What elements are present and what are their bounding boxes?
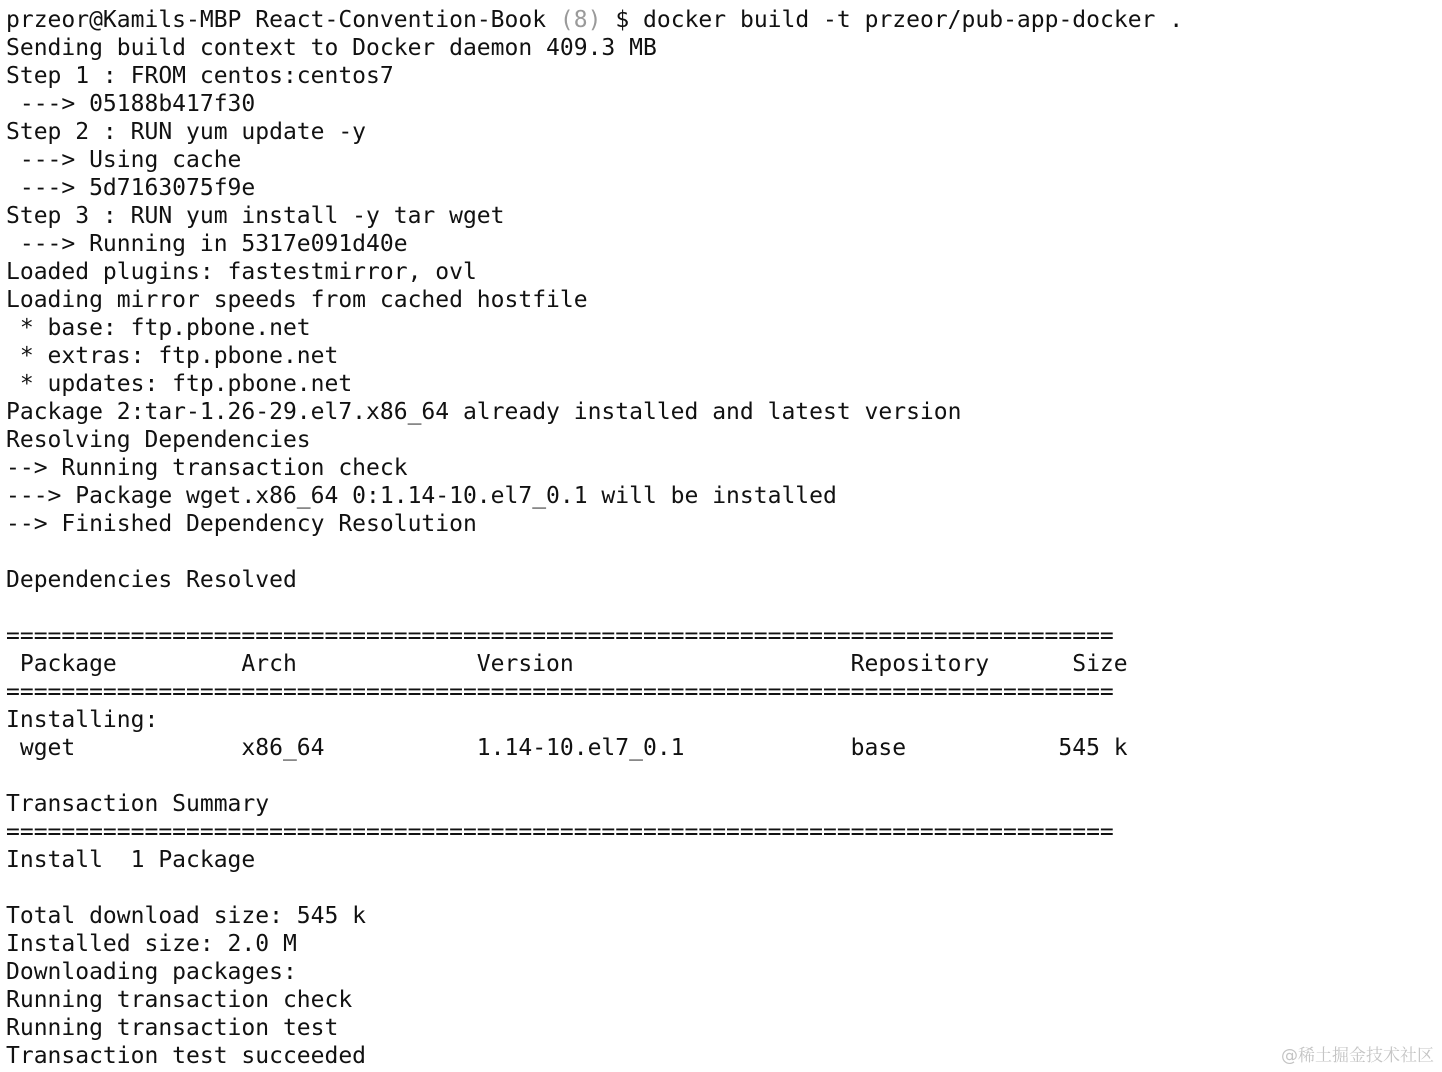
output-line: Running transaction test	[6, 1015, 339, 1041]
output-line: ---> Package wget.x86_64 0:1.14-10.el7_0.1 will be installed	[6, 483, 837, 509]
output-line: Install 1 Package	[6, 847, 256, 873]
prompt-directory: React-Convention-Book	[255, 7, 547, 33]
output-line: Total download size: 545 k	[6, 903, 367, 929]
output-line: ---> Running in 5317e091d40e	[6, 231, 408, 257]
output-line	[6, 762, 1436, 790]
output-line: Loading mirror speeds from cached hostfile	[6, 287, 588, 313]
watermark: @稀土掘金技术社区	[1281, 1046, 1434, 1066]
output-line	[6, 538, 1436, 566]
output-line: Step 3 : RUN yum install -y tar wget	[6, 203, 505, 229]
output-line: * updates: ftp.pbone.net	[6, 371, 353, 397]
output-line: --> Running transaction check	[6, 455, 408, 481]
output-line: Transaction test succeeded	[6, 1043, 367, 1069]
output-line: --> Finished Dependency Resolution	[6, 511, 477, 537]
output-line: ---> 5d7163075f9e	[6, 175, 256, 201]
output-line: Resolving Dependencies	[6, 427, 311, 453]
prompt-symbol: $	[615, 7, 630, 33]
prompt-count: (8)	[559, 7, 602, 33]
output-line: Installing:	[6, 707, 159, 733]
output-line: Package 2:tar-1.26-29.el7.x86_64 already installed and latest version	[6, 399, 962, 425]
output-line: Package Arch Version Repository Size	[6, 651, 1128, 677]
output-line: ---> Using cache	[6, 147, 242, 173]
output-line: Installed size: 2.0 M	[6, 931, 297, 957]
output-line: Step 1 : FROM centos:centos7	[6, 63, 394, 89]
output-line: Loaded plugins: fastestmirror, ovl	[6, 259, 477, 285]
output-line: Downloading packages:	[6, 959, 297, 985]
terminal-output[interactable]	[6, 6, 1436, 1070]
output-line: Step 2 : RUN yum update -y	[6, 119, 367, 145]
output-line	[6, 874, 1436, 902]
output-line: Sending build context to Docker daemon 409.3 MB	[6, 35, 657, 61]
output-line: ================================================================================	[6, 819, 1114, 845]
output-line: ---> 05188b417f30	[6, 91, 256, 117]
output-line: Dependencies Resolved	[6, 567, 297, 593]
output-line: ================================================================================	[6, 679, 1114, 705]
output-lines	[6, 34, 1436, 1070]
output-line: wget x86_64 1.14-10.el7_0.1 base 545 k	[6, 735, 1128, 761]
output-line	[6, 594, 1436, 622]
prompt-user-host: przeor@Kamils-MBP	[6, 7, 242, 33]
output-line: * extras: ftp.pbone.net	[6, 343, 339, 369]
prompt-line	[6, 6, 1436, 34]
output-line: Transaction Summary	[6, 791, 270, 817]
prompt-command: docker build -t przeor/pub-app-docker .	[643, 7, 1184, 33]
output-line: ================================================================================	[6, 623, 1114, 649]
output-line: Running transaction check	[6, 987, 353, 1013]
output-line: * base: ftp.pbone.net	[6, 315, 311, 341]
